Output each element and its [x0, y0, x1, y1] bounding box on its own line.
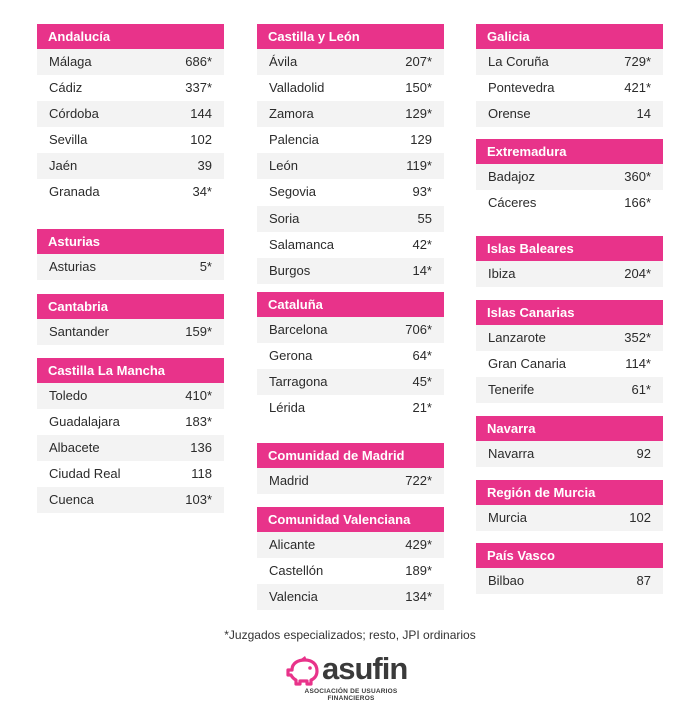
region-rows	[476, 441, 663, 467]
province-name: Zamora	[269, 106, 314, 122]
region-rows	[476, 49, 663, 127]
region-block	[476, 480, 663, 531]
province-value: 118	[191, 466, 212, 482]
region-block	[257, 292, 444, 421]
table-row	[37, 49, 224, 75]
province-value: 144	[190, 106, 212, 122]
province-value: 93*	[412, 184, 432, 200]
province-name: Soria	[269, 210, 300, 226]
piggy-bank-icon	[286, 656, 320, 686]
asufin-logo	[286, 651, 416, 702]
region-block	[37, 294, 224, 345]
province-value: 706*	[405, 322, 432, 337]
region-header: Cataluña	[257, 292, 444, 317]
region-rows	[476, 261, 663, 287]
region-header: Navarra	[476, 416, 663, 441]
province-name: Cádiz	[49, 80, 83, 96]
region-header: Comunidad de Madrid	[257, 443, 444, 468]
region-rows	[257, 468, 444, 494]
region-rows	[476, 568, 663, 594]
region-rows	[37, 254, 224, 280]
province-name: Gran Canaria	[488, 356, 567, 372]
province-value: 114*	[625, 356, 651, 372]
region-block	[476, 236, 663, 287]
table-row	[257, 395, 444, 421]
table-row	[476, 441, 663, 467]
region-header: País Vasco	[476, 543, 663, 568]
table-row	[476, 190, 663, 216]
table-row	[37, 153, 224, 179]
region-header: Islas Baleares	[476, 236, 663, 261]
province-name: Santander	[49, 324, 109, 339]
table-row	[476, 505, 663, 531]
region-block	[476, 543, 663, 594]
table-row	[37, 319, 224, 345]
region-block	[257, 443, 444, 494]
table-row	[476, 325, 663, 351]
table-row	[257, 584, 444, 610]
region-block	[476, 300, 663, 403]
province-value: 129*	[405, 106, 432, 122]
province-name: Cáceres	[488, 195, 537, 211]
province-value: 39	[197, 158, 212, 174]
province-name: Madrid	[269, 473, 309, 488]
province-value: 134*	[405, 589, 432, 605]
region-block	[476, 416, 663, 467]
province-name: Córdoba	[49, 106, 99, 122]
province-name: Barcelona	[269, 322, 328, 337]
province-name: Orense	[488, 106, 531, 122]
table-row	[257, 258, 444, 284]
province-name: Bilbao	[488, 573, 525, 588]
province-value: 189*	[405, 563, 432, 579]
region-rows	[257, 49, 444, 284]
region-rows	[37, 383, 224, 513]
province-value: 119*	[406, 158, 432, 174]
province-value: 14	[636, 106, 651, 122]
table-row	[476, 75, 663, 101]
table-row	[476, 101, 663, 127]
region-rows	[476, 505, 663, 531]
region-header: Andalucía	[37, 24, 224, 49]
region-block	[476, 139, 663, 216]
province-name: Ibiza	[488, 266, 516, 281]
table-row	[37, 127, 224, 153]
province-value: 686*	[185, 54, 212, 69]
province-name: Badajoz	[488, 169, 535, 184]
region-block	[257, 24, 444, 284]
table-row	[257, 369, 444, 395]
province-value: 207*	[405, 54, 432, 69]
province-name: Ciudad Real	[49, 466, 121, 482]
province-name: Asturias	[49, 259, 96, 274]
province-value: 34*	[192, 184, 212, 200]
region-block	[476, 24, 663, 127]
province-name: Jaén	[49, 158, 78, 174]
province-value: 14*	[412, 262, 432, 278]
table-row	[257, 127, 444, 153]
province-name: Sevilla	[49, 132, 88, 148]
province-value: 159*	[185, 324, 212, 339]
table-row	[257, 232, 444, 258]
region-block	[37, 358, 224, 513]
table-row	[37, 383, 224, 409]
table-row	[257, 101, 444, 127]
province-value: 64*	[412, 348, 432, 364]
table-row	[37, 101, 224, 127]
province-value: 42*	[412, 236, 432, 252]
province-name: Lanzarote	[488, 330, 546, 345]
province-name: Valencia	[269, 589, 318, 605]
footnote: *Juzgados especializados; resto, JPI ordinarios	[224, 628, 476, 642]
table-row	[37, 435, 224, 461]
province-name: Málaga	[49, 54, 92, 69]
province-name: Salamanca	[269, 236, 335, 252]
table-row	[257, 317, 444, 343]
province-name: Navarra	[488, 446, 535, 461]
region-rows	[476, 325, 663, 403]
province-value: 21*	[412, 400, 432, 416]
table-row	[257, 153, 444, 179]
province-name: Gerona	[269, 348, 313, 364]
region-rows	[37, 49, 224, 206]
logo-wordmark: asufin	[322, 651, 408, 686]
region-rows	[257, 317, 444, 421]
table-row	[257, 75, 444, 101]
table-row	[476, 377, 663, 403]
region-header: Región de Murcia	[476, 480, 663, 505]
table-row	[257, 468, 444, 494]
region-header: Islas Canarias	[476, 300, 663, 325]
table-row	[37, 409, 224, 435]
province-value: 150*	[405, 80, 432, 96]
table-row	[476, 261, 663, 287]
province-name: Tarragona	[269, 374, 328, 390]
province-value: 45*	[412, 374, 432, 390]
province-value: 360*	[624, 169, 651, 184]
province-value: 429*	[405, 537, 432, 552]
province-value: 87	[636, 573, 651, 588]
province-name: Murcia	[488, 510, 528, 525]
province-value: 722*	[405, 473, 432, 488]
table-row	[257, 532, 444, 558]
province-value: 729*	[624, 54, 651, 69]
province-name: Burgos	[269, 262, 311, 278]
table-row	[476, 351, 663, 377]
region-header: Galicia	[476, 24, 663, 49]
province-name: Segovia	[269, 184, 316, 200]
province-name: Valladolid	[269, 80, 325, 96]
table-row	[37, 487, 224, 513]
province-name: Albacete	[49, 440, 100, 456]
province-value: 421*	[624, 80, 651, 96]
province-name: Lérida	[269, 400, 306, 416]
region-header: Castilla La Mancha	[37, 358, 224, 383]
province-value: 183*	[185, 414, 212, 430]
province-value: 55	[417, 210, 432, 226]
province-name: Guadalajara	[49, 414, 120, 430]
table-row	[476, 568, 663, 594]
province-name: Pontevedra	[488, 80, 555, 96]
region-header: Castilla y León	[257, 24, 444, 49]
province-value: 61*	[631, 382, 651, 398]
province-value: 102	[629, 510, 651, 525]
province-value: 166*	[624, 195, 651, 211]
table-row	[257, 558, 444, 584]
table-row	[476, 49, 663, 75]
province-name: Toledo	[49, 388, 88, 403]
province-value: 204*	[624, 266, 651, 281]
region-block	[37, 229, 224, 280]
province-name: Cuenca	[49, 492, 94, 508]
table-row	[257, 343, 444, 369]
province-name: Ávila	[269, 54, 298, 69]
province-name: La Coruña	[488, 54, 549, 69]
province-name: Alicante	[269, 537, 316, 552]
province-name: Granada	[49, 184, 100, 200]
logo-subtitle: ASOCIACIÓN DE USUARIOS FINANCIEROS	[304, 688, 398, 702]
table-row	[37, 254, 224, 280]
table-row	[37, 179, 224, 205]
province-value: 337*	[185, 80, 212, 96]
region-block	[257, 507, 444, 610]
province-value: 410*	[185, 388, 212, 403]
province-value: 136	[190, 440, 212, 456]
province-value: 129	[410, 132, 432, 148]
province-value: 102	[190, 132, 212, 148]
table-row	[37, 461, 224, 487]
region-rows	[476, 164, 663, 216]
province-value: 352*	[624, 330, 651, 345]
province-value: 103*	[185, 492, 212, 508]
province-value: 5*	[199, 259, 212, 274]
table-row	[257, 49, 444, 75]
table-row	[476, 164, 663, 190]
region-header: Extremadura	[476, 139, 663, 164]
province-name: Palencia	[269, 132, 319, 148]
region-block	[37, 24, 224, 206]
table-row	[37, 75, 224, 101]
province-name: Tenerife	[488, 382, 535, 398]
table-row	[257, 179, 444, 205]
table-row	[257, 206, 444, 232]
province-name: León	[269, 158, 298, 174]
province-value: 92	[636, 446, 651, 461]
region-header: Comunidad Valenciana	[257, 507, 444, 532]
province-name: Castellón	[269, 563, 324, 579]
region-header: Cantabria	[37, 294, 224, 319]
region-header: Asturias	[37, 229, 224, 254]
region-rows	[257, 532, 444, 610]
region-rows	[37, 319, 224, 345]
